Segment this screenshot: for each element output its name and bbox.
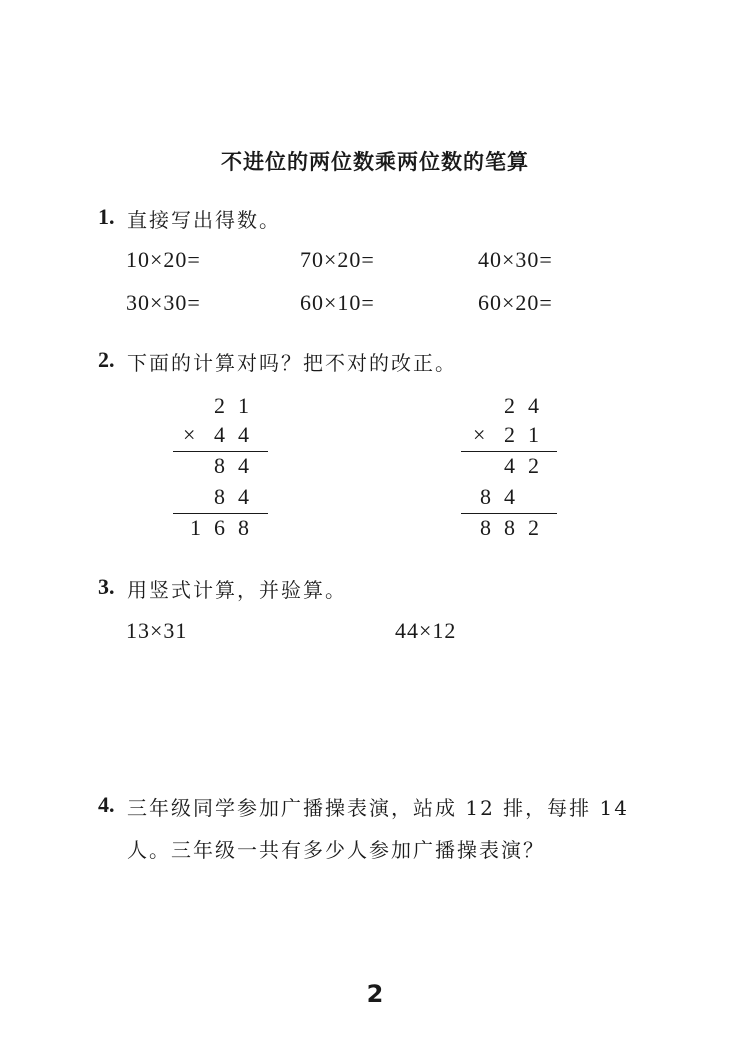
digit: 4 [528,393,539,418]
page-number: 2 [366,980,384,1008]
q4-number: 4. [98,792,115,817]
q1-text: 直接写出得数。 [127,208,281,232]
page-title: 不进位的两位数乘两位数的笔算 [221,150,529,174]
digit: 2 [504,422,515,447]
digit: 8 [504,515,515,540]
digit: 8 [238,515,249,540]
digit: 1 [190,515,201,540]
q1-expr: 60×20= [478,290,553,315]
digit: 4 [504,453,515,478]
digit: 4 [238,453,249,478]
q1-expr: 40×30= [478,247,553,272]
q1-expr: 10×20= [126,247,201,272]
q2-number: 2. [98,347,115,372]
calc-divider [461,513,557,514]
digit: 8 [480,515,491,540]
digit: 8 [480,484,491,509]
q3-problem: 13×31 [126,618,188,643]
digit: 8 [214,484,225,509]
digit: 4 [238,422,249,447]
q1-expr: 60×10= [300,290,375,315]
q2-text: 下面的计算对吗？把不对的改正。 [127,351,457,375]
q3-problem: 44×12 [395,618,457,643]
calc-divider [461,451,557,452]
digit: 1 [528,422,539,447]
digit: 1 [238,393,249,418]
digit: 2 [504,393,515,418]
multiply-sign: × [473,422,486,447]
digit: 8 [214,453,225,478]
q1-expr: 70×20= [300,247,375,272]
q1-number: 1. [98,204,115,229]
calc-divider [173,451,268,452]
calc-divider [173,513,268,514]
q4-line1: 三年级同学参加广播操表演，站成 12 排，每排 14 [127,796,629,820]
digit: 2 [214,393,225,418]
q3-text: 用竖式计算，并验算。 [127,578,347,602]
digit: 2 [528,515,539,540]
digit: 4 [504,484,515,509]
digit: 4 [214,422,225,447]
q1-expr: 30×30= [126,290,201,315]
digit: 6 [214,515,225,540]
digit: 2 [528,453,539,478]
q3-number: 3. [98,574,115,599]
q4-line2: 人。三年级一共有多少人参加广播操表演？ [127,838,545,862]
multiply-sign: × [183,422,196,447]
digit: 4 [238,484,249,509]
